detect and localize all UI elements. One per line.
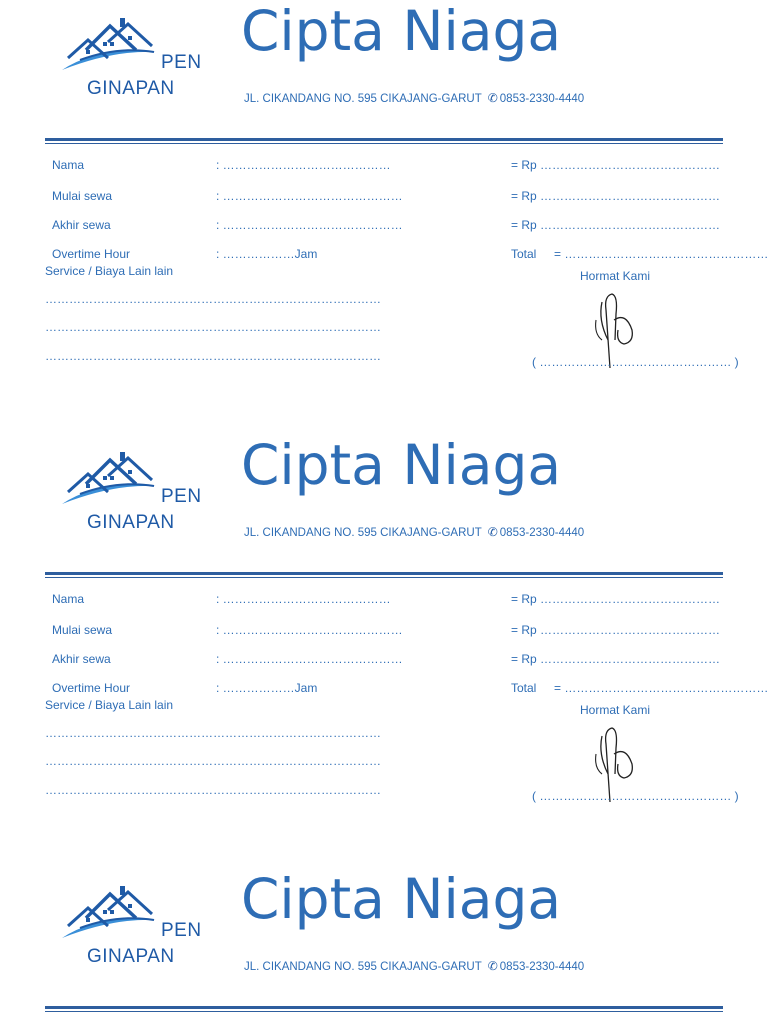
company-logo xyxy=(58,880,208,970)
phone-number: 0853-2330-4440 xyxy=(499,961,585,973)
mulai-sewa-field[interactable]: : ……………………………………… xyxy=(216,189,403,203)
address-text: JL. CIKANDANG NO. 595 CIKAJANG-GARUT xyxy=(244,93,482,105)
receipt-1 xyxy=(0,0,768,434)
akhir-sewa-field[interactable]: : ……………………………………… xyxy=(216,218,403,232)
rp-field-1[interactable]: = Rp ……………………………………… xyxy=(511,592,721,606)
logo-text-ginapan: GINAPAN xyxy=(87,946,175,967)
nama-label: Nama xyxy=(52,158,85,172)
logo-text-pen: PEN xyxy=(161,920,202,941)
service-label: Service / Biaya Lain lain xyxy=(45,698,174,712)
rp-field-1[interactable]: = Rp ……………………………………… xyxy=(511,158,721,172)
total-label: Total xyxy=(511,247,537,261)
header-rule-thin xyxy=(45,1011,723,1012)
phone-icon: ✆ xyxy=(487,91,498,105)
total-field[interactable]: = …………………………………………… xyxy=(554,247,768,261)
service-line-2[interactable]: ………………………………………………………………………… xyxy=(45,320,381,334)
nama-label: Nama xyxy=(52,592,85,606)
hormat-kami: Hormat Kami xyxy=(580,703,651,717)
rp-field-3[interactable]: = Rp ……………………………………… xyxy=(511,652,721,666)
mulai-sewa-label: Mulai sewa xyxy=(52,189,113,203)
akhir-sewa-label: Akhir sewa xyxy=(52,218,111,232)
service-label: Service / Biaya Lain lain xyxy=(45,264,174,278)
service-line-3[interactable]: ………………………………………………………………………… xyxy=(45,349,381,363)
company-address-line xyxy=(244,91,584,105)
header-rule xyxy=(45,1006,723,1009)
receipt-2 xyxy=(0,434,768,868)
address-text: JL. CIKANDANG NO. 595 CIKAJANG-GARUT xyxy=(244,961,482,973)
total-field[interactable]: = …………………………………………… xyxy=(554,681,768,695)
company-logo xyxy=(58,446,208,536)
overtime-field[interactable]: : ………………Jam xyxy=(216,247,318,261)
akhir-sewa-field[interactable]: : ……………………………………… xyxy=(216,652,403,666)
logo-text-pen: PEN xyxy=(161,486,202,507)
signature-line[interactable]: ( ………………………………………… ) xyxy=(532,789,739,803)
house-roofs-logo-icon xyxy=(58,880,158,940)
house-roofs-logo-icon xyxy=(58,446,158,506)
service-line-1[interactable]: ………………………………………………………………………… xyxy=(45,292,381,306)
rp-field-2[interactable]: = Rp ……………………………………… xyxy=(511,623,721,637)
overtime-label: Overtime Hour xyxy=(52,681,131,695)
header-rule xyxy=(45,138,723,141)
logo-text-ginapan: GINAPAN xyxy=(87,78,175,99)
phone-number: 0853-2330-4440 xyxy=(499,93,585,105)
rp-field-2[interactable]: = Rp ……………………………………… xyxy=(511,189,721,203)
company-name: Cipta Niaga xyxy=(241,433,562,497)
hormat-kami: Hormat Kami xyxy=(580,269,651,283)
house-roofs-logo-icon xyxy=(58,12,158,72)
akhir-sewa-label: Akhir sewa xyxy=(52,652,111,666)
header-rule-thin xyxy=(45,577,723,578)
company-name: Cipta Niaga xyxy=(241,868,562,931)
phone-icon: ✆ xyxy=(487,525,498,539)
company-logo xyxy=(58,12,208,102)
nama-field[interactable]: : …………………………………… xyxy=(216,592,391,606)
company-address-line xyxy=(244,525,584,539)
rp-field-3[interactable]: = Rp ……………………………………… xyxy=(511,218,721,232)
nama-field[interactable]: : …………………………………… xyxy=(216,158,391,172)
address-text: JL. CIKANDANG NO. 595 CIKAJANG-GARUT xyxy=(244,527,482,539)
company-address-line xyxy=(244,959,584,973)
total-label: Total xyxy=(511,681,537,695)
service-line-3[interactable]: ………………………………………………………………………… xyxy=(45,783,381,797)
company-name: Cipta Niaga xyxy=(241,0,562,63)
header-rule xyxy=(45,572,723,575)
overtime-label: Overtime Hour xyxy=(52,247,131,261)
service-line-2[interactable]: ………………………………………………………………………… xyxy=(45,754,381,768)
overtime-field[interactable]: : ………………Jam xyxy=(216,681,318,695)
service-line-1[interactable]: ………………………………………………………………………… xyxy=(45,726,381,740)
logo-text-pen: PEN xyxy=(161,52,202,73)
mulai-sewa-label: Mulai sewa xyxy=(52,623,113,637)
signature-line[interactable]: ( ………………………………………… ) xyxy=(532,355,739,369)
phone-number: 0853-2330-4440 xyxy=(499,527,585,539)
phone-icon: ✆ xyxy=(487,959,498,973)
mulai-sewa-field[interactable]: : ……………………………………… xyxy=(216,623,403,637)
header-rule-thin xyxy=(45,143,723,144)
logo-text-ginapan: GINAPAN xyxy=(87,512,175,533)
receipt-3 xyxy=(0,868,768,1024)
